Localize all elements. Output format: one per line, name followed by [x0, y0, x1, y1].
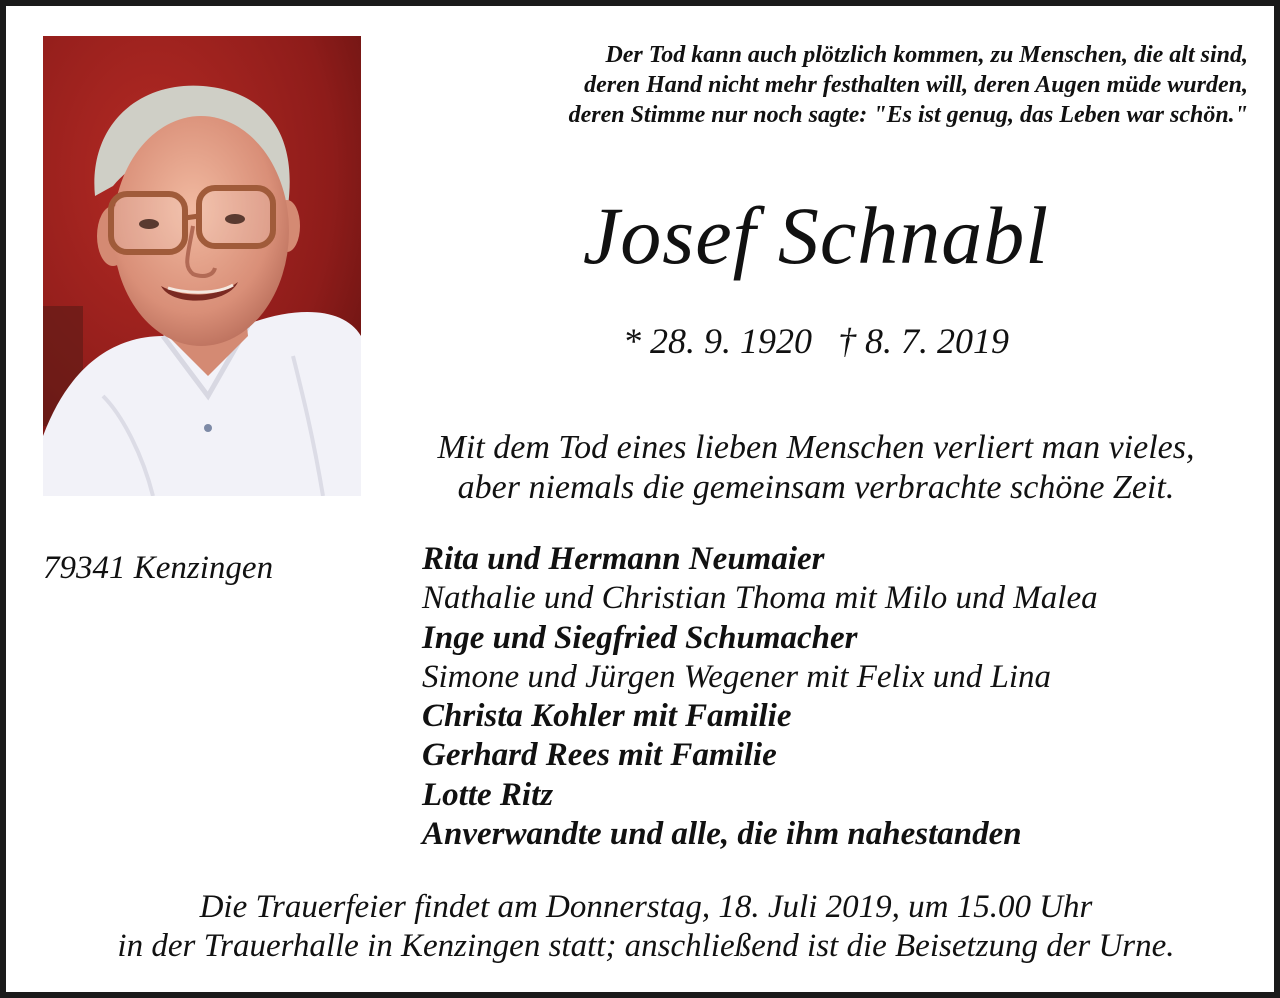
- mourner-line: Nathalie und Christian Thoma mit Milo und Malea: [422, 580, 1098, 617]
- deceased-name: Josef Schnabl: [582, 190, 1050, 281]
- portrait-photo: [43, 36, 361, 496]
- saying-line: aber niemals die gemeinsam verbrachte schöne Zeit.: [457, 469, 1175, 506]
- mourner-line: Anverwandte und alle, die ihm nahestanden: [422, 816, 1022, 853]
- life-dates: [386, 319, 1246, 363]
- portrait-illustration: [43, 36, 361, 496]
- mourner-line: Simone und Jürgen Wegener mit Felix und Lina: [422, 658, 1052, 695]
- service-announcement: [36, 888, 1256, 966]
- service-line: Die Trauerfeier findet am Donnerstag, 18. Juli 2019, um 15.00 Uhr: [199, 889, 1093, 925]
- saying-line: Mit dem Tod eines lieben Menschen verliert man vieles,: [437, 429, 1195, 466]
- death-date: † 8. 7. 2019: [838, 321, 1009, 361]
- mourner-line: Lotte Ritz: [422, 776, 554, 813]
- mourner-line: Inge und Siegfried Schumacher: [422, 619, 858, 656]
- service-line: in der Trauerhalle in Kenzingen statt; anschließend ist die Beisetzung der Urne.: [117, 928, 1175, 964]
- quote-block: [376, 40, 1248, 130]
- birth-date: * 28. 9. 1920: [623, 321, 812, 361]
- quote-line: deren Stimme nur noch sagte: "Es ist genug, das Leben war schön.": [568, 102, 1248, 128]
- memorial-saying: [386, 428, 1246, 508]
- town-location: 79341 Kenzingen: [43, 550, 274, 586]
- mourner-line: Gerhard Rees mit Familie: [422, 737, 777, 774]
- mourners-list: [422, 540, 1252, 854]
- mourner-line: Christa Kohler mit Familie: [422, 698, 792, 735]
- quote-line: Der Tod kann auch plötzlich kommen, zu Menschen, die alt sind,: [605, 42, 1248, 68]
- quote-line: deren Hand nicht mehr festhalten will, deren Augen müde wurden,: [584, 72, 1248, 98]
- mourner-line: Rita und Hermann Neumaier: [422, 541, 825, 577]
